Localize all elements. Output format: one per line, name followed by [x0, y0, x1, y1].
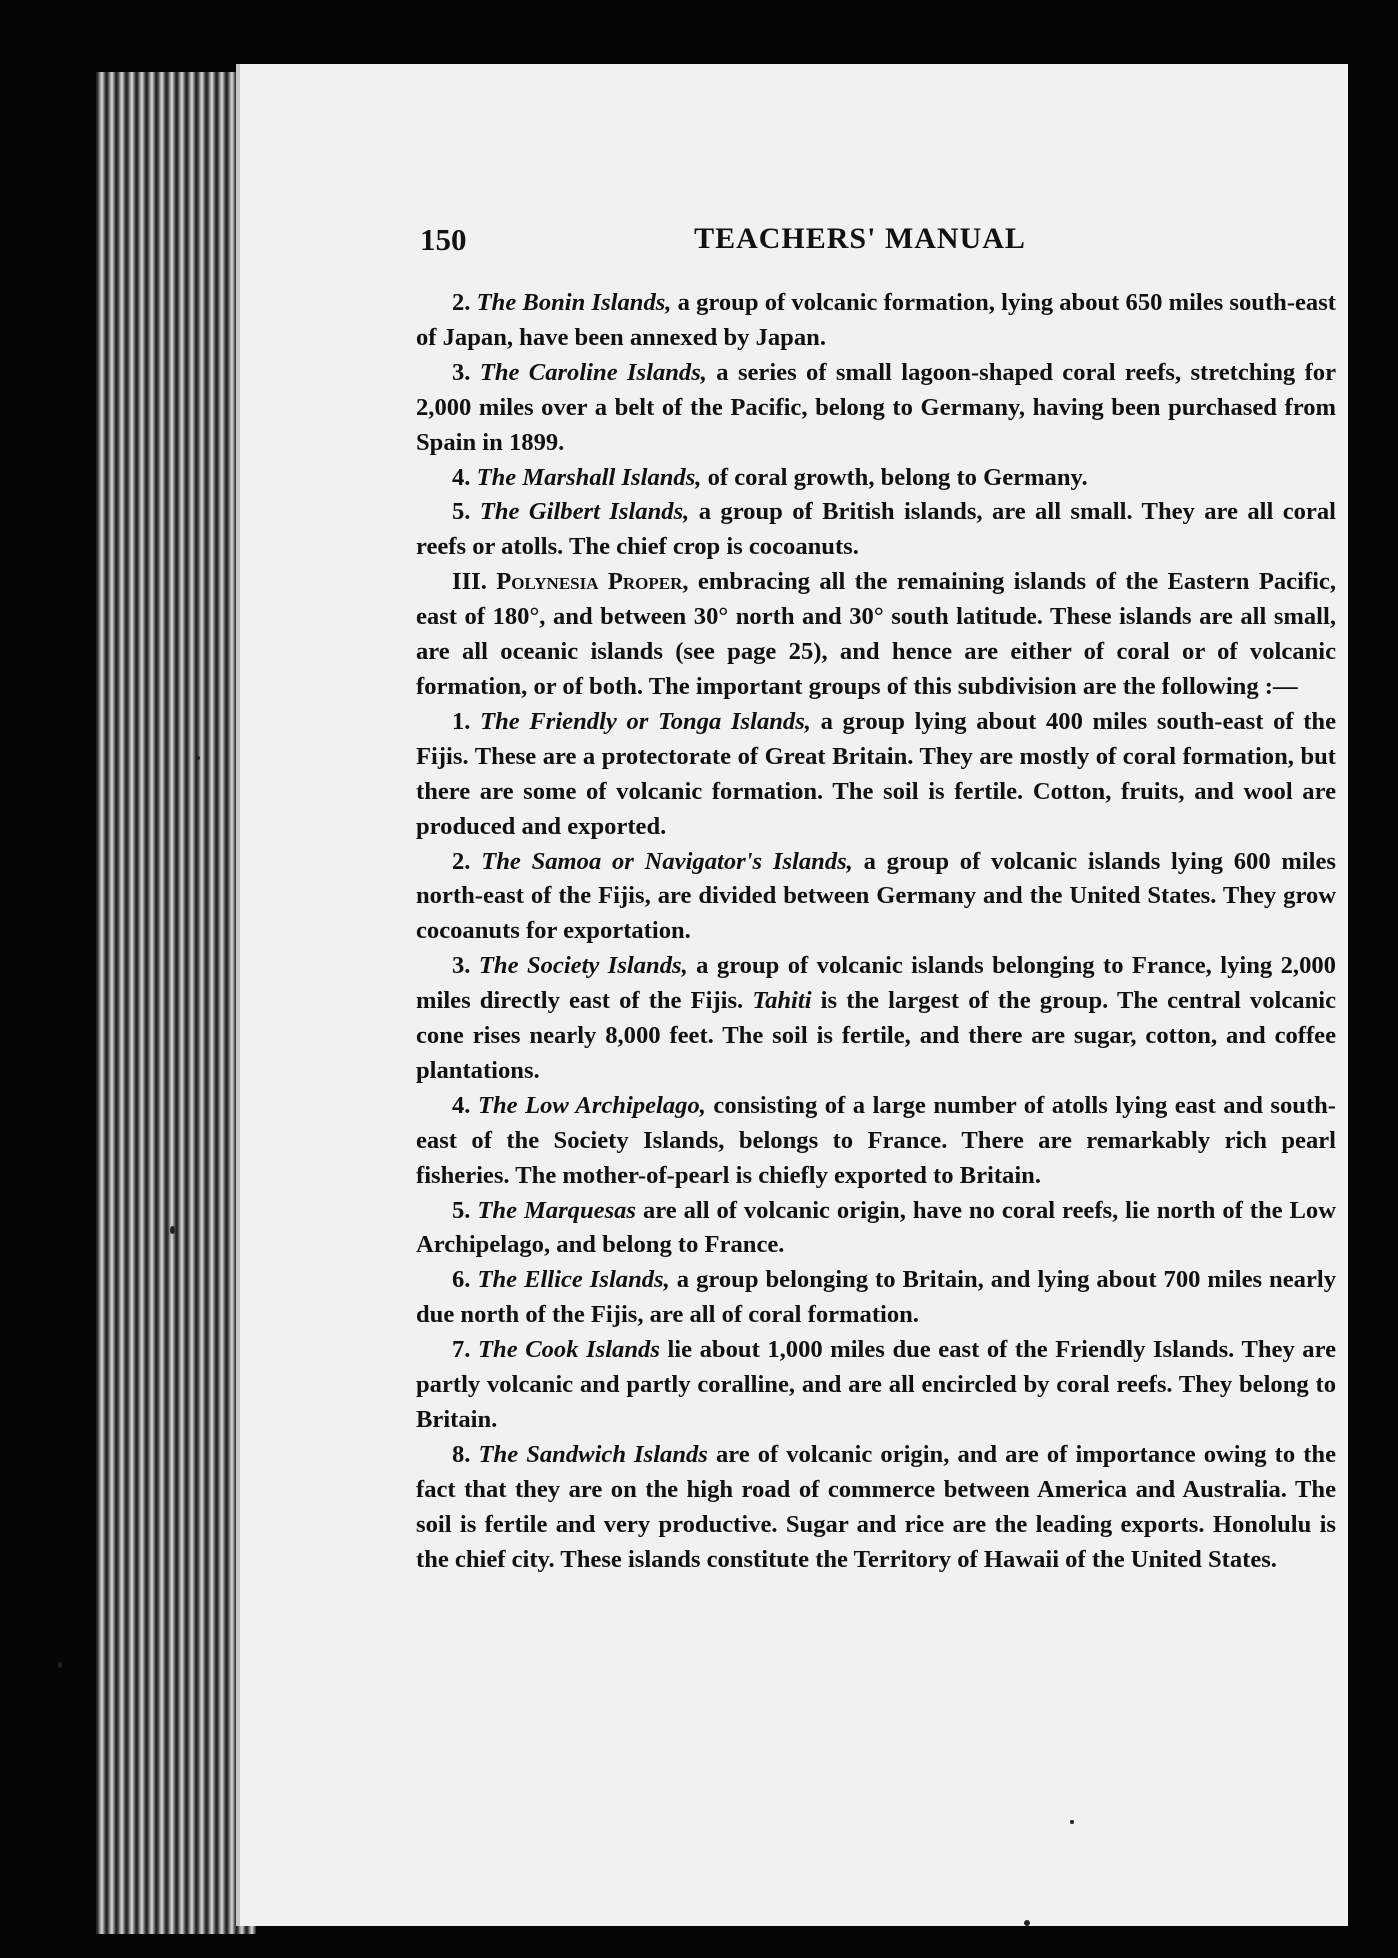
paragraph-marshall	[416, 461, 1336, 496]
paragraph-text: a series of small lagoon-shaped coral reefs, stretching for 2,000 miles over a belt of the Pacific, belong to Germany, having been purchased from Spain in 1899.	[416, 358, 1336, 456]
ink-speck	[58, 1662, 62, 1668]
paragraph-text: is the largest of the group. The central volcanic cone rises nearly 8,000 feet. The soil is fertile, and there are sugar, cotton, and coffee plantations.	[416, 987, 1337, 1084]
paragraph-text: a group of volcanic islands lying 600 miles north-east of the Fijis, are divided between Germany and the United States. They grow cocoanuts for exportation.	[416, 847, 1336, 945]
island-name: The Samoa or Navigator's Islands,	[481, 847, 853, 875]
page-header	[420, 222, 1300, 266]
island-name: The Society Islands,	[478, 952, 688, 980]
paragraph-polynesia	[416, 565, 1336, 705]
item-number: 1.	[452, 707, 471, 735]
paragraph-gilbert	[416, 495, 1336, 565]
item-number: 2.	[452, 289, 471, 316]
island-name: The Bonin Islands,	[476, 289, 672, 316]
paragraph-samoa	[416, 845, 1336, 950]
page-edges	[96, 72, 256, 1934]
island-name: The Low Archipelago,	[477, 1091, 706, 1119]
paragraph-tonga	[416, 705, 1336, 845]
paragraph-text: lie about 1,000 miles due east of the Friendly Islands. They are partly volcanic and partly coralline, and are all encircled by coral reefs. They belong to Britain.	[416, 1336, 1336, 1433]
item-number: 5.	[452, 498, 471, 526]
paragraph-caroline	[416, 356, 1336, 461]
island-name: The Ellice Islands,	[477, 1266, 670, 1294]
paragraph-society	[416, 949, 1336, 1089]
item-number: 8.	[452, 1440, 471, 1468]
paragraph-text: of coral growth, belong to Germany.	[701, 463, 1088, 491]
item-number: 3.	[452, 358, 471, 386]
paragraph-text: a group of volcanic formation, lying about 650 miles south-east of Japan, have been annexed by Japan.	[416, 289, 1336, 351]
ink-speck	[1024, 1920, 1030, 1926]
paragraph-bonin	[416, 286, 1336, 356]
item-number: 4.	[452, 1091, 471, 1119]
island-name: Tahiti	[752, 987, 812, 1015]
item-number: 6.	[452, 1266, 471, 1294]
section-number: III.	[452, 568, 487, 596]
paragraph-text: are all of volcanic origin, have no coral reefs, lie north of the Low Archipelago, and belong to France.	[416, 1196, 1336, 1259]
paragraph-text: are of volcanic origin, and are of importance owing to the fact that they are on the high road of commerce between America and Australia. The soil is fertile and very productive. Sugar and rice are the leading exports. Honolulu is the chief city. These islands constitute the Territory of Hawaii of the United States.	[416, 1440, 1336, 1573]
paragraph-low-archipelago	[416, 1089, 1336, 1194]
ink-speck	[196, 756, 200, 760]
paragraph-text: a group lying about 400 miles south-east of the Fijis. These are a protectorate of Great Britain. They are mostly of coral formation, but there are some of volcanic formation. The soil is fertile. Cotton, fruits, and wool are produced and exported.	[416, 707, 1336, 840]
ink-speck	[1070, 1820, 1074, 1824]
island-name: The Cook Islands	[478, 1336, 660, 1364]
item-number: 4.	[452, 463, 471, 491]
paragraph-marquesas	[416, 1194, 1336, 1264]
body-text	[416, 286, 1336, 1578]
paragraph-text: a group belonging to Britain, and lying about 700 miles nearly due north of the Fijis, are all of coral formation.	[416, 1266, 1336, 1329]
paragraph-text: embracing all the remaining islands of the Eastern Pacific, east of 180°, and between 30° north and 30° south latitude. These islands are all small, are all oceanic islands (see page 25), and hence are either of coral or of volcanic formation, or of both. The important groups of this subdivision are the following :—	[416, 568, 1336, 700]
book-page	[236, 64, 1348, 1926]
running-title: TEACHERS' MANUAL	[694, 222, 1026, 255]
item-number: 2.	[452, 847, 471, 875]
item-number: 7.	[452, 1336, 471, 1364]
paragraph-ellice	[416, 1263, 1336, 1333]
island-name: The Marshall Islands,	[476, 463, 702, 491]
paragraph-text: consisting of a large number of atolls lying east and south-east of the Society Islands, belongs to France. There are remarkably rich pearl fisheries. The mother-of-pearl is chiefly exported to Britain.	[416, 1091, 1336, 1189]
paragraph-text: a group of British islands, are all small. They are all coral reefs or atolls. The chief crop is cocoanuts.	[416, 498, 1336, 561]
ink-speck	[170, 1226, 175, 1234]
section-name: Polynesia Proper,	[496, 568, 689, 596]
island-name: The Caroline Islands,	[479, 358, 707, 386]
page-number: 150	[420, 222, 467, 257]
island-name: The Sandwich Islands	[478, 1440, 708, 1468]
island-name: The Friendly or Tonga Islands,	[480, 707, 811, 735]
paragraph-sandwich	[416, 1438, 1336, 1578]
island-name: The Marquesas	[477, 1196, 637, 1224]
paragraph-cook	[416, 1333, 1336, 1438]
paragraph-text: a group of volcanic islands belonging to France, lying 2,000 miles directly east of the Fijis.	[416, 952, 1336, 1015]
item-number: 3.	[452, 952, 471, 980]
island-name: The Gilbert Islands,	[479, 498, 690, 526]
item-number: 5.	[452, 1196, 471, 1224]
